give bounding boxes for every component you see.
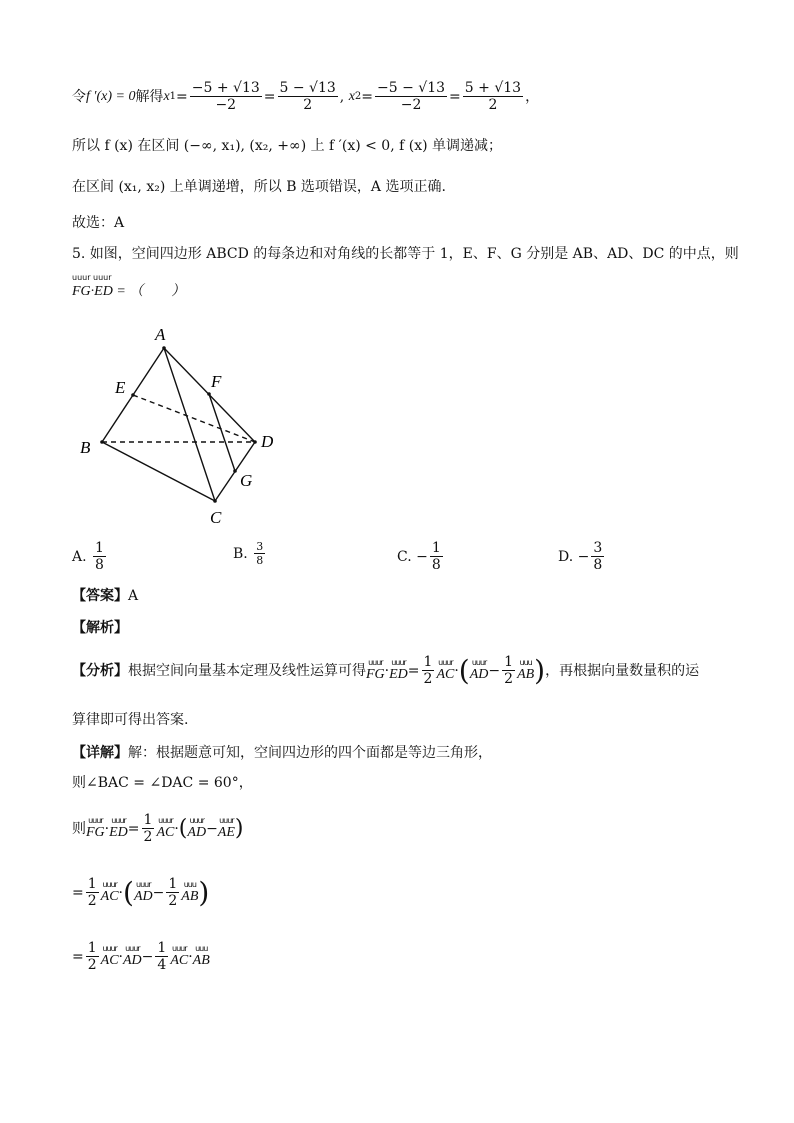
fraction <box>190 80 262 113</box>
denominator: 2 <box>423 671 433 687</box>
vector-name: AE <box>217 824 235 840</box>
point-b <box>100 440 104 444</box>
fenxi-line: 【分析】 根据空间向量基本定理及线性运算可得 uuur FG · uuur ED = $\frac{1}{2}$ uuur AC · ( uuur AD − $\frac{1}{2}$ uuu AB ) ，再根据向量数量积的运 <box>72 653 700 687</box>
text: 解得 <box>135 88 164 105</box>
vector-name: AC <box>436 666 455 682</box>
point-a <box>162 346 166 350</box>
fraction <box>142 812 155 845</box>
fraction <box>86 876 99 909</box>
text: ， <box>525 88 540 105</box>
denominator: 2 <box>303 97 313 113</box>
dot: · <box>384 662 390 679</box>
dot: · <box>188 948 193 965</box>
vector-ed <box>389 659 408 683</box>
dot: · <box>118 948 123 965</box>
vector-fg <box>366 659 385 683</box>
denominator: 8 <box>95 557 104 573</box>
option-label: A. <box>72 548 87 565</box>
numerator: 5 − √13 <box>279 80 336 96</box>
vector-name: FG <box>86 824 105 840</box>
denominator: 2 <box>488 97 498 113</box>
denominator: 2 <box>87 957 97 973</box>
text: f ′(x) = 0 <box>86 88 136 104</box>
vector-name: AC <box>170 952 189 968</box>
vector-ab <box>193 945 210 969</box>
vector-arrow: uuur <box>158 815 173 825</box>
label-f: F <box>211 372 222 391</box>
line-choice: 故选：A <box>72 215 125 231</box>
fraction <box>166 876 179 909</box>
point-e <box>131 393 135 397</box>
vector-ad <box>134 881 153 905</box>
vector-name: AD <box>469 666 489 682</box>
detail-line <box>72 743 492 763</box>
vector-arrows: uuur uuur <box>72 273 112 282</box>
vector-arrow: uuur <box>391 657 406 667</box>
text: 2 <box>354 90 362 102</box>
point-f <box>207 392 211 396</box>
analysis-heading <box>72 618 128 638</box>
text: = <box>361 88 374 105</box>
dot: · <box>174 820 179 837</box>
vector-arrow: uuu <box>195 943 208 953</box>
numerator: 1 <box>87 940 97 956</box>
text: x <box>163 88 170 104</box>
option-label: C. <box>397 548 412 565</box>
vector-ac <box>156 817 174 841</box>
equals: = <box>72 884 84 901</box>
dot: · <box>104 820 110 837</box>
label-c: C <box>210 508 222 527</box>
denominator: 4 <box>157 957 167 973</box>
label-a: A <box>155 325 166 344</box>
dot: · <box>118 884 123 901</box>
minus: − <box>152 884 165 901</box>
answer-tag: 【答案】 <box>72 588 128 604</box>
vector-name: AC <box>156 824 175 840</box>
fraction <box>591 540 604 573</box>
line-derivative-roots: 令 f ′(x) = 0 解得 x 1 = $\frac{-5 + √13}{-2}$ = $\frac{5 - √13}{2}$ , x 2 = $\frac{-5 - √13}{-2}$ = $\frac{5 + √13}{2}$ ， <box>72 80 540 113</box>
equation-1: 则 uuur FG · uuur ED = $\frac{1}{2}$ uuur AC · ( uuur AD − uuur AE ) <box>72 812 244 845</box>
numerator: 5 + √13 <box>464 80 522 96</box>
vector-ab <box>517 659 534 683</box>
tetrahedron-figure <box>70 318 300 528</box>
denominator: 8 <box>593 557 603 573</box>
vector-name: FG <box>366 666 385 682</box>
vector-arrow: uuu <box>519 657 532 667</box>
numerator: 1 <box>143 812 153 828</box>
vector-ad <box>470 659 489 683</box>
point-c <box>213 499 217 503</box>
denominator: 2 <box>143 829 153 845</box>
denominator: 2 <box>504 671 514 687</box>
minus: − <box>141 948 154 965</box>
vector-name: AB <box>192 952 210 968</box>
fraction <box>86 940 99 973</box>
fraction <box>155 940 168 973</box>
point-d <box>253 440 257 444</box>
vector-arrow: uuur <box>88 815 103 825</box>
vector-name: AB <box>181 888 199 904</box>
option-a[interactable] <box>72 540 108 573</box>
fraction <box>502 654 515 687</box>
equation-2: = $\frac{1}{2}$ uuur AC · ( uuur AD − $\frac{1}{2}$ uuu AB ) <box>72 875 210 909</box>
expression: FG·ED = （ ） <box>72 284 186 299</box>
segment-ed-hidden <box>133 395 255 442</box>
detail-tag: 【详解】 <box>72 745 128 761</box>
numerator: 1 <box>87 876 97 892</box>
vector-name: AC <box>100 952 119 968</box>
answer-value: A <box>128 588 139 604</box>
vector-ab <box>181 881 198 905</box>
equals: = <box>127 820 140 837</box>
vector-arrow: uuur <box>136 879 151 889</box>
text: x <box>348 88 355 104</box>
equation-3 <box>72 940 210 973</box>
denominator: −2 <box>400 97 422 113</box>
vector-ed <box>109 817 128 841</box>
label-b: B <box>80 438 91 457</box>
vector-name: AC <box>100 888 119 904</box>
denominator: 8 <box>256 554 264 567</box>
fenxi-continuation: 算律即可得出答案. <box>72 712 189 728</box>
text: = <box>449 88 461 105</box>
vector-name: AD <box>187 824 207 840</box>
question-5-expression <box>72 274 185 302</box>
point-g <box>233 469 237 473</box>
numerator: −5 + √13 <box>191 80 260 96</box>
vector-arrow: uuu <box>183 879 196 889</box>
minus: − <box>206 820 218 837</box>
vector-ac <box>101 945 119 969</box>
vector-name: ED <box>109 824 128 840</box>
vector-ad <box>123 945 142 969</box>
denominator: 2 <box>168 893 178 909</box>
numerator: 1 <box>431 540 441 556</box>
vector-arrow: uuur <box>172 943 187 953</box>
numerator: 1 <box>504 654 514 670</box>
equals: = <box>72 948 84 965</box>
option-label: D. <box>558 548 574 565</box>
option-c[interactable] <box>397 540 445 573</box>
denominator: −2 <box>215 97 237 113</box>
fraction <box>375 80 447 113</box>
sign: − <box>577 548 590 565</box>
numerator: 1 <box>168 876 178 892</box>
text: 令 <box>72 88 86 105</box>
equals: = <box>407 662 420 679</box>
option-b[interactable] <box>233 540 267 567</box>
fraction <box>463 80 523 113</box>
vector-arrow: uuur <box>102 879 117 889</box>
vector-name: ED <box>389 666 408 682</box>
option-label: B. <box>233 545 248 562</box>
text: 根据空间向量基本定理及线性运算可得 <box>128 662 366 679</box>
line-decreasing: 所以 f (x) 在区间 (−∞, x₁), (x₂, +∞) 上 f ′(x) < 0, f (x) 单调递减； <box>72 138 503 154</box>
option-d[interactable] <box>558 540 606 573</box>
text: 解：根据题意可知，空间四边形的四个面都是等边三角形， <box>128 745 492 761</box>
text: = <box>176 88 188 105</box>
vector-arrow: uuur <box>111 815 126 825</box>
vector-ae <box>218 817 235 841</box>
answer-line <box>72 586 138 606</box>
vector-name: AD <box>133 888 153 904</box>
numerator: 1 <box>95 540 104 556</box>
label-d: D <box>261 432 274 451</box>
sign: − <box>416 548 428 565</box>
fraction <box>430 540 443 573</box>
text: = <box>263 88 276 105</box>
vector-arrow: uuur <box>125 943 140 953</box>
vector-arrow: uuur <box>438 657 453 667</box>
vector-ac <box>170 945 188 969</box>
fraction <box>93 540 106 573</box>
minus: − <box>488 662 501 679</box>
line-increasing: 在区间 (x₁, x₂) 上单调递增，所以 B 选项错误，A 选项正确. <box>72 179 446 195</box>
numerator: 1 <box>157 940 167 956</box>
numerator: 1 <box>423 654 433 670</box>
angle-line: 则∠BAC = ∠DAC = 60°， <box>72 775 253 791</box>
denominator: 2 <box>87 893 97 909</box>
vector-ad <box>187 817 206 841</box>
label-e: E <box>115 378 126 397</box>
fraction <box>278 80 338 113</box>
numerator: −5 − √13 <box>377 80 446 96</box>
vector-arrow: uuur <box>102 943 117 953</box>
vector-arrow: uuur <box>219 815 234 825</box>
vector-fg <box>86 817 105 841</box>
segment-fg <box>209 394 235 471</box>
text: ，再根据向量数量积的运 <box>545 662 700 679</box>
vector-name: AB <box>517 666 535 682</box>
question-5-text: 5. 如图，空间四边形 ABCD 的每条边和对角线的长都等于 1，E、F、G 分别是 AB、AD、DC 的中点，则 <box>72 246 739 262</box>
vector-name: AD <box>123 952 142 968</box>
numerator: 3 <box>256 540 264 553</box>
fraction <box>422 654 435 687</box>
fraction <box>254 540 265 567</box>
vector-arrow: uuur <box>368 657 383 667</box>
vector-arrow: uuur <box>189 815 204 825</box>
text: 则 <box>72 820 86 837</box>
denominator: 8 <box>431 557 441 573</box>
numerator: 3 <box>593 540 603 556</box>
analysis-tag: 【解析】 <box>72 620 128 636</box>
text: 1 <box>169 90 177 102</box>
vector-ac <box>101 881 119 905</box>
dot: · <box>454 662 459 679</box>
fenxi-tag: 【分析】 <box>72 662 128 679</box>
vector-ac <box>436 659 454 683</box>
vector-arrow: uuur <box>471 657 487 667</box>
label-g: G <box>240 471 253 490</box>
